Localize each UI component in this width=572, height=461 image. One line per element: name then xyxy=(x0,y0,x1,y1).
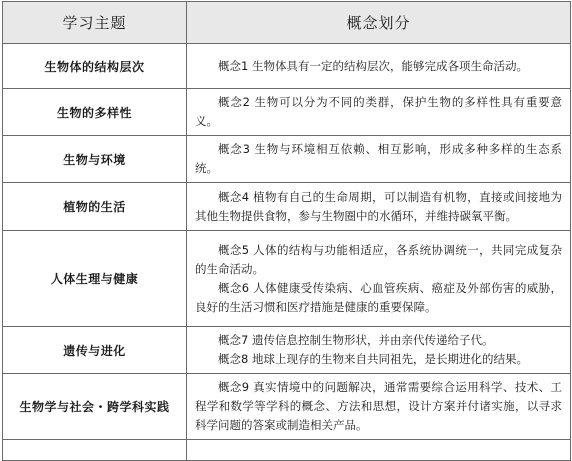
table-row xyxy=(3,183,571,231)
concept-text: 概念7 遗传信息控制生物形状，并由亲代传递给子代。 xyxy=(218,333,494,347)
empty-cell xyxy=(3,440,187,461)
topic-cell: 生物学与社会・跨学科实践 xyxy=(3,374,187,440)
curriculum-table-container xyxy=(2,1,570,461)
topic-cell: 人体生理与健康 xyxy=(3,231,187,327)
header-topic: 学习主题 xyxy=(3,2,187,44)
concept-text: 概念4 植物有自己的生命周期，可以制造有机物，直接或间接地为其他生物提供食物，参与生物圈中的水循环，并维持碳氧平衡。 xyxy=(195,189,562,223)
concepts-cell xyxy=(187,183,571,231)
curriculum-table xyxy=(2,1,571,461)
topic-cell: 生物的多样性 xyxy=(3,89,187,136)
table-row xyxy=(3,89,571,136)
concept-text: 概念2 生物可以分为不同的类群，保护生物的多样性具有重要意义。 xyxy=(195,95,562,128)
topic-cell: 遗传与进化 xyxy=(3,327,187,374)
concept-text: 概念8 地球上现存的生物来自共同祖先，是长期进化的结果。 xyxy=(218,352,528,366)
table-row xyxy=(3,374,571,440)
concept-text: 概念5 人体的结构与功能相适应，各系统协调统一，共同完成复杂的生命活动。 xyxy=(195,242,562,276)
concepts-cell xyxy=(187,89,571,136)
topic-cell: 植物的生活 xyxy=(3,183,187,231)
table-header-row xyxy=(3,2,571,44)
concepts-cell xyxy=(187,327,571,374)
concepts-cell xyxy=(187,374,571,440)
topic-cell: 生物与环境 xyxy=(3,136,187,183)
table-row-empty xyxy=(3,440,571,461)
topic-cell: 生物体的结构层次 xyxy=(3,44,187,89)
empty-cell xyxy=(187,440,571,461)
concept-text: 概念1 生物体具有一定的结构层次，能够完成各项生命活动。 xyxy=(218,58,528,73)
concept-text: 概念3 生物与环境相互依赖、相互影响，形成多种多样的生态系统。 xyxy=(195,142,562,175)
concepts-cell xyxy=(187,231,571,327)
concept-text: 概念6 人体健康受传染病、心血管疾病、癌症及外部伤害的威胁，良好的生活习惯和医疗措施是健康的重要保障。 xyxy=(195,280,562,314)
table-row xyxy=(3,44,571,89)
table-row xyxy=(3,136,571,183)
header-concepts: 概念划分 xyxy=(187,2,571,44)
concepts-cell xyxy=(187,136,571,183)
table-row xyxy=(3,327,571,374)
concept-text: 概念9 真实情境中的问题解决，通常需要综合运用科学、技术、工程学和数学等学科的概念、方法和思想，设计方案并付诸实施，以寻求科学问题的答案或制造相关产品。 xyxy=(195,380,562,432)
concepts-cell xyxy=(187,44,571,89)
table-row xyxy=(3,231,571,327)
